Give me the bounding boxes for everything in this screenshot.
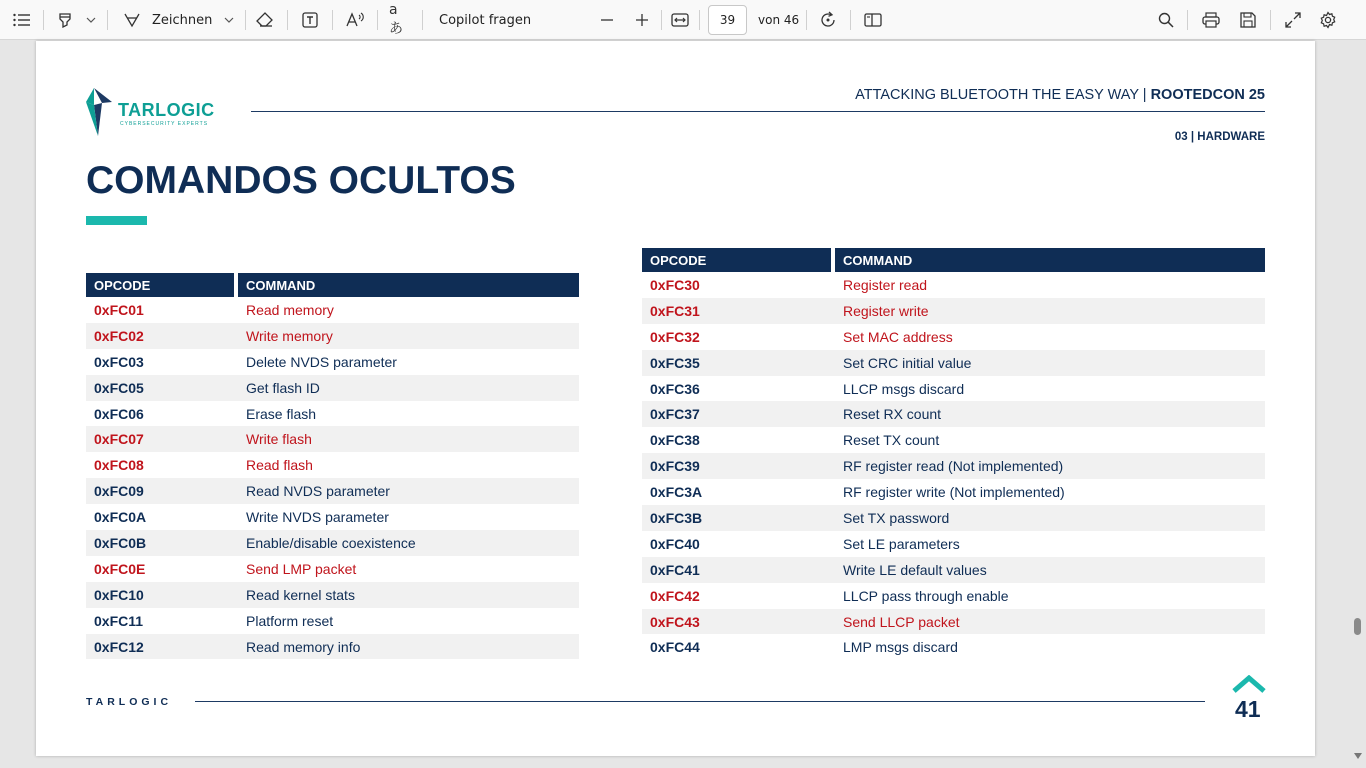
- opcode-table-left: [86, 273, 579, 659]
- command-cell: LMP msgs discard: [843, 639, 958, 656]
- page-number-input[interactable]: 39: [708, 5, 747, 35]
- slide-title: COMANDOS OCULTOS: [86, 159, 516, 202]
- opcode-cell: 0xFC06: [94, 405, 144, 422]
- table-row: [642, 350, 1265, 376]
- command-cell: RF register write (Not implemented): [843, 484, 1065, 501]
- erase-icon[interactable]: [254, 0, 276, 40]
- save-icon[interactable]: [1237, 0, 1259, 40]
- footer-brand: TARLOGIC: [86, 696, 173, 708]
- column-header-command: COMMAND: [835, 248, 1265, 272]
- opcode-cell: 0xFC08: [94, 457, 144, 474]
- logo-tagline: CYBERSECURITY EXPERTS: [120, 121, 209, 127]
- rotate-icon[interactable]: [817, 0, 839, 40]
- table-row: [642, 324, 1265, 350]
- command-cell: Reset RX count: [835, 401, 1265, 427]
- command-cell: Write flash: [238, 426, 579, 452]
- opcode-cell: 0xFC10: [86, 582, 238, 608]
- table-row: [642, 453, 1265, 479]
- table-row: [86, 582, 579, 608]
- pdf-page: [36, 41, 1315, 756]
- opcode-cell: 0xFC12: [86, 634, 238, 660]
- column-header-opcode: OPCODE: [86, 273, 238, 297]
- chevron-down-icon[interactable]: [221, 0, 237, 40]
- command-cell: Write memory: [238, 323, 579, 349]
- footer-divider: [195, 701, 1205, 702]
- draw-label[interactable]: Zeichnen: [152, 12, 213, 28]
- command-cell: LLCP msgs discard: [843, 380, 965, 397]
- opcode-cell: 0xFC30: [650, 276, 700, 293]
- pdf-toolbar: [0, 0, 1366, 40]
- table-row: [642, 609, 1265, 635]
- table-row: [86, 556, 579, 582]
- opcode-cell: 0xFC07: [86, 426, 238, 452]
- scrollbar-thumb[interactable]: [1354, 618, 1361, 635]
- opcode-cell: 0xFC39: [642, 453, 835, 479]
- command-cell: Reset TX count: [843, 432, 940, 449]
- zoom-in-icon[interactable]: [631, 0, 653, 40]
- opcode-cell: 0xFC0E: [94, 560, 146, 577]
- zoom-out-icon[interactable]: [596, 0, 618, 40]
- table-row: [642, 401, 1265, 427]
- search-icon[interactable]: [1155, 0, 1177, 40]
- table-row: [86, 504, 579, 530]
- opcode-cell: 0xFC32: [650, 328, 700, 345]
- table-row: [86, 530, 579, 556]
- command-cell: Get flash ID: [238, 375, 579, 401]
- command-cell: Read kernel stats: [238, 582, 579, 608]
- opcode-cell: 0xFC38: [650, 432, 700, 449]
- command-cell: Read NVDS parameter: [238, 478, 579, 504]
- column-header-opcode: OPCODE: [642, 248, 835, 272]
- table-row: [642, 376, 1265, 402]
- logo-mark-icon: [86, 88, 114, 136]
- chevron-down-icon[interactable]: [83, 0, 99, 40]
- highlight-icon[interactable]: [54, 0, 76, 40]
- page-count: von 46: [758, 13, 800, 27]
- opcode-cell: 0xFC36: [650, 380, 700, 397]
- command-cell: Set MAC address: [843, 328, 953, 345]
- table-row: [86, 452, 579, 478]
- fullscreen-icon[interactable]: [1282, 0, 1304, 40]
- draw-icon[interactable]: [121, 0, 143, 40]
- opcode-cell: 0xFC31: [642, 298, 835, 324]
- table-row: [86, 323, 579, 349]
- header-divider: [251, 111, 1265, 112]
- table-row: [642, 427, 1265, 453]
- opcode-cell: 0xFC41: [642, 557, 835, 583]
- opcode-cell: 0xFC11: [94, 612, 144, 629]
- opcode-cell: 0xFC05: [86, 375, 238, 401]
- opcode-cell: 0xFC0A: [94, 509, 147, 526]
- slide-page-number: 41: [1235, 696, 1261, 722]
- table-row: [86, 297, 579, 323]
- logo-name: TARLOGIC: [118, 100, 215, 120]
- opcode-cell: 0xFC03: [94, 353, 144, 370]
- table-row: [86, 634, 579, 660]
- opcode-cell: 0xFC0B: [86, 530, 238, 556]
- copilot-button[interactable]: Copilot fragen: [439, 12, 532, 28]
- opcode-cell: 0xFC01: [94, 301, 144, 318]
- opcode-cell: 0xFC43: [642, 609, 835, 635]
- command-cell: Enable/disable coexistence: [238, 530, 579, 556]
- opcode-cell: 0xFC42: [650, 587, 700, 604]
- opcode-cell: 0xFC37: [642, 401, 835, 427]
- opcode-cell: 0xFC35: [642, 350, 835, 376]
- table-row: [642, 557, 1265, 583]
- opcode-cell: 0xFC3B: [642, 505, 835, 531]
- text-icon[interactable]: [299, 0, 321, 40]
- opcode-table-right: [642, 248, 1265, 660]
- table-row: [642, 634, 1265, 660]
- chevron-up-icon: [1232, 675, 1266, 693]
- table-row: [86, 375, 579, 401]
- scroll-down-arrow-icon[interactable]: [1354, 752, 1362, 760]
- command-cell: Platform reset: [246, 612, 334, 629]
- table-row: [642, 531, 1265, 557]
- command-cell: Set LE parameters: [843, 535, 960, 552]
- settings-icon[interactable]: [1317, 0, 1339, 40]
- tarlogic-logo: [86, 88, 215, 136]
- command-cell: Erase flash: [246, 405, 317, 422]
- contents-icon[interactable]: [10, 0, 34, 40]
- command-cell: Send LMP packet: [246, 560, 357, 577]
- page-view-icon[interactable]: [862, 0, 884, 40]
- table-row: [86, 608, 579, 634]
- translate-icon[interactable]: aあ: [389, 2, 403, 37]
- read-aloud-icon[interactable]: [344, 0, 366, 40]
- command-cell: LLCP pass through enable: [843, 587, 1009, 604]
- table-row: [86, 426, 579, 452]
- command-cell: Set CRC initial value: [835, 350, 1265, 376]
- opcode-cell: 0xFC40: [650, 535, 700, 552]
- opcode-cell: 0xFC3A: [650, 484, 703, 501]
- opcode-cell: 0xFC02: [86, 323, 238, 349]
- command-cell: Register write: [835, 298, 1265, 324]
- print-icon[interactable]: [1200, 0, 1222, 40]
- column-header-command: COMMAND: [238, 273, 579, 297]
- table-row: [86, 478, 579, 504]
- table-row: [642, 583, 1265, 609]
- opcode-cell: 0xFC44: [650, 639, 700, 656]
- opcode-cell: 0xFC09: [86, 478, 238, 504]
- command-cell: Send LLCP packet: [835, 609, 1265, 635]
- fit-width-icon[interactable]: [668, 0, 692, 40]
- title-accent-bar: [86, 216, 147, 225]
- table-row: [642, 505, 1265, 531]
- document-header-title: ATTACKING BLUETOOTH THE EASY WAY | ROOTEDCON 25: [855, 87, 1265, 103]
- command-cell: RF register read (Not implemented): [835, 453, 1265, 479]
- command-cell: Read memory: [246, 301, 334, 318]
- table-row: [86, 401, 579, 427]
- command-cell: Read flash: [246, 457, 313, 474]
- table-row: [642, 272, 1265, 298]
- command-cell: Delete NVDS parameter: [246, 353, 397, 370]
- command-cell: Write NVDS parameter: [246, 509, 389, 526]
- command-cell: Register read: [843, 276, 928, 293]
- command-cell: Read memory info: [238, 634, 579, 660]
- table-row: [642, 479, 1265, 505]
- table-row: [86, 349, 579, 375]
- command-cell: Set TX password: [835, 505, 1265, 531]
- section-label: 03 | HARDWARE: [1174, 131, 1265, 143]
- command-cell: Write LE default values: [835, 557, 1265, 583]
- table-row: [642, 298, 1265, 324]
- event-name: ROOTEDCON 25: [1150, 87, 1265, 103]
